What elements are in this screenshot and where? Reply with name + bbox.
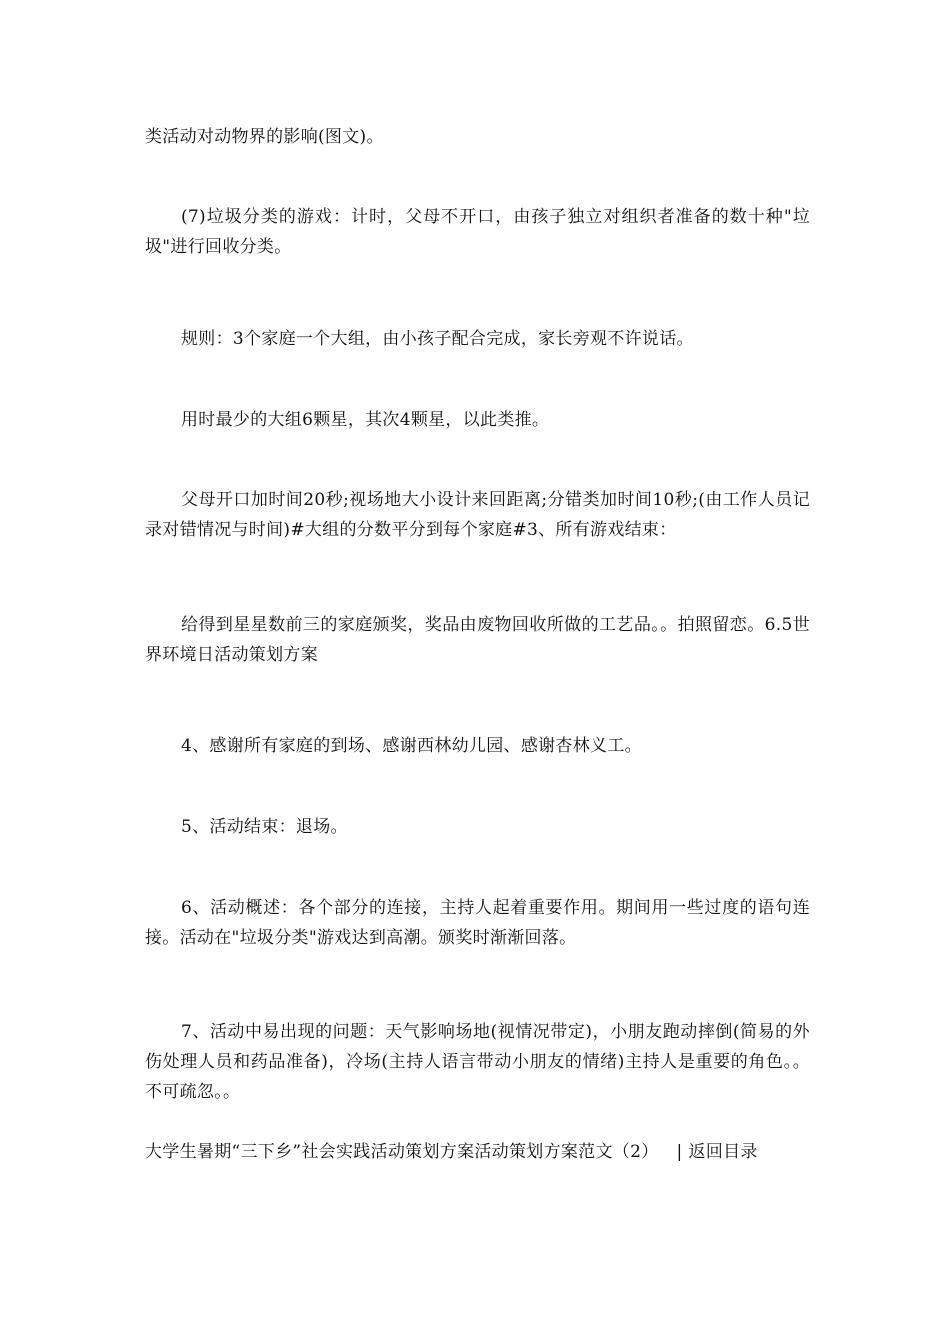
paragraph-8: 5、活动结束：退场。 <box>181 817 348 837</box>
footer-nav <box>145 1137 810 1167</box>
paragraph-9: 6、活动概述：各个部分的连接，主持人起着重要作用。期间用一些过度的语句连接。活动在"垃圾分类"游戏达到高潮。颁奖时渐渐回落。 <box>145 898 810 948</box>
paragraph-10: 7、活动中易出现的问题：天气影响场地(视情况带定)，小朋友跑动摔倒(简易的外伤处理人员和药品准备)，冷场(主持人语言带动小朋友的情绪)主持人是重要的角色。。不可疏忽。。 <box>145 1022 810 1102</box>
back-to-toc-link[interactable]: 返回目录 <box>688 1142 758 1162</box>
paragraph-3: 规则：3个家庭一个大组，由小孩子配合完成，家长旁观不许说话。 <box>181 329 694 349</box>
paragraph-6: 给得到星星数前三的家庭颁奖，奖品由废物回收所做的工艺品。。拍照留恋。6.5世界环境日活动策划方案 <box>145 615 810 665</box>
paragraph-7: 4、感谢所有家庭的到场、感谢西林幼儿园、感谢杏林义工。 <box>181 736 642 756</box>
related-article-link[interactable]: 大学生暑期“三下乡”社会实践活动策划方案活动策划方案范文（2） <box>145 1142 659 1162</box>
footer-separator: | <box>676 1142 683 1162</box>
paragraph-5: 父母开口加时间20秒;视场地大小设计来回距离;分错类加时间10秒;(由工作人员记录对错情况与时间)#大组的分数平分到每个家庭#3、所有游戏结束： <box>145 490 810 540</box>
paragraph-1: 类活动对动物界的影响(图文)。 <box>145 127 384 147</box>
paragraph-4: 用时最少的大组6颗星，其次4颗星，以此类推。 <box>181 410 550 430</box>
paragraph-2: (7)垃圾分类的游戏：计时，父母不开口，由孩子独立对组织者准备的数十种"垃圾"进行回收分类。 <box>145 207 810 257</box>
